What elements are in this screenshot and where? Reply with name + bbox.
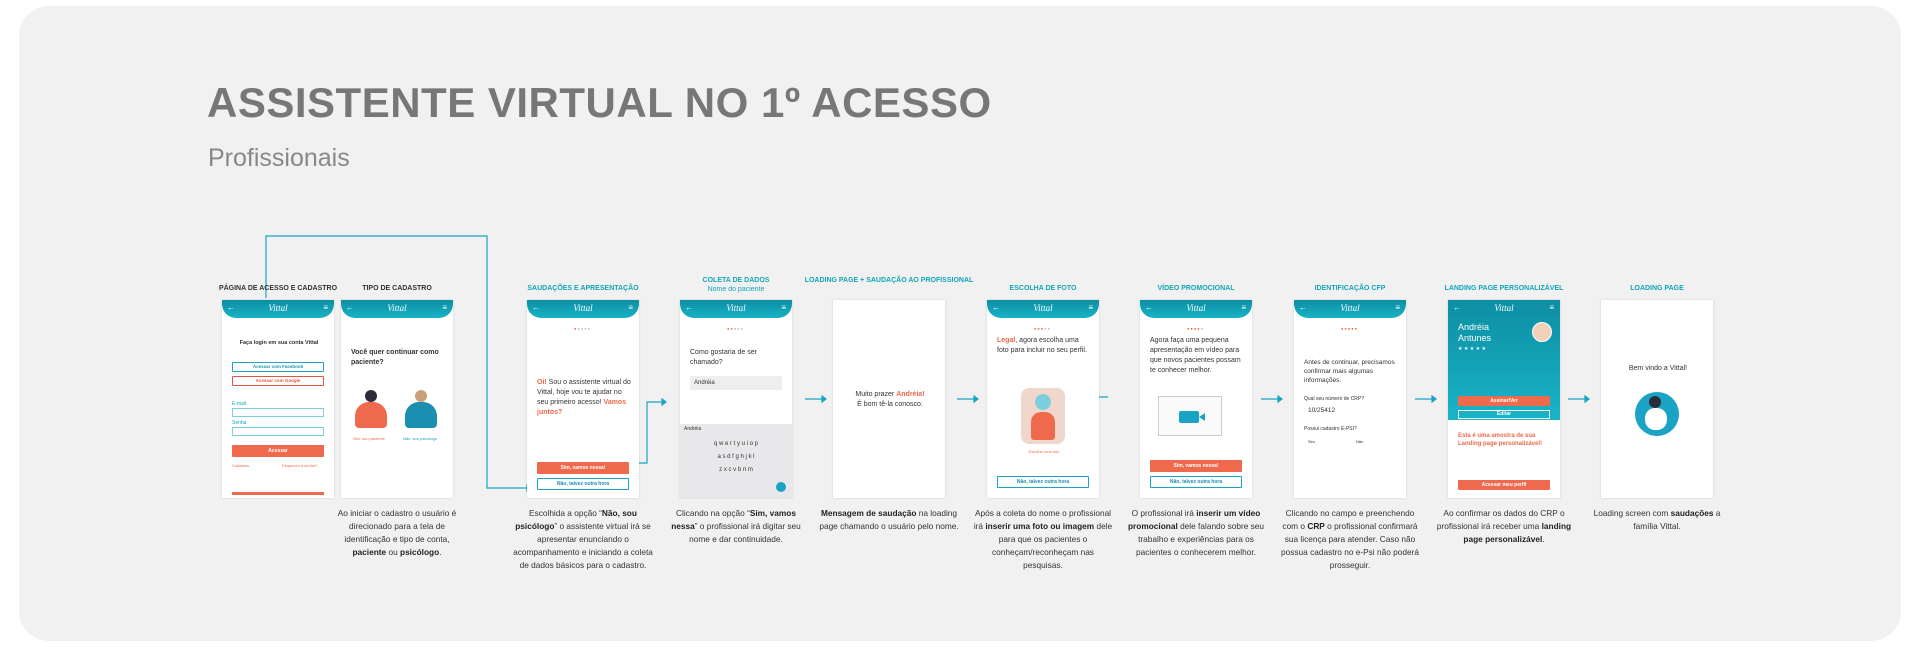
password-label: Senha [232,420,247,426]
menu-icon[interactable]: ≡ [1241,303,1246,312]
brand-logo: Vittal [573,303,593,313]
yes-button[interactable]: Sim, vamos nessa! [537,462,629,474]
brand-logo: Vittal [1186,303,1206,313]
step-title: LOADING PAGE + SAUDAÇÃO AO PROFISSIONAL [804,277,974,284]
menu-icon[interactable]: ≡ [781,303,786,312]
phone-screen [680,300,792,498]
name-input[interactable]: Andréia [690,376,782,390]
menu-icon[interactable]: ≡ [1088,303,1093,312]
signup-link[interactable]: Cadastrar [232,463,250,468]
phone-screen [1294,300,1406,498]
patient-illustration[interactable] [351,390,393,430]
no-button[interactable]: Não, talvez outra hora [537,478,629,490]
progress-dots: ●●●●● [1187,326,1205,331]
promo-text: Esta é uma amostra de sua Landing page personalizável! [1458,433,1543,447]
menu-icon[interactable]: ≡ [1395,303,1400,312]
back-icon[interactable]: ← [1145,303,1153,312]
welcome-text: Muito prazer Andréia! É bom tê-la conosco. [855,391,925,408]
yes-button[interactable]: Sim, vamos nessa! [1150,460,1242,472]
video-illustration[interactable] [1158,396,1222,436]
brand-logo: Vittal [1340,303,1360,313]
back-icon[interactable]: ← [1453,303,1461,312]
patient-option[interactable]: Sim, sou paciente [353,436,385,441]
progress-dots: ●●●●● [574,326,592,331]
phone-screen [1448,300,1560,498]
app-header [987,300,1099,318]
step-description: Loading screen com saudações a família Vittal. [1593,508,1721,531]
brand-logo: Vittal [268,303,288,313]
phone-screen [1140,300,1252,498]
avatar [1532,322,1552,342]
crp-input[interactable]: 10/25412 [1304,404,1396,418]
app-header [1448,300,1560,318]
email-label: E-mail [232,401,247,407]
phone-screen [222,300,334,498]
step-title: VÍDEO PROMOCIONAL [1157,285,1235,292]
photo-illustration[interactable] [1021,388,1065,444]
brand-logo: Vittal [726,303,746,313]
step-description: Escolhida a opção “Não, sou psicólogo” o assistente virtual irá se apresentar enunciando o acompanhamento e iniciando a coleta de dados básicos para o cadastro. [513,508,653,570]
keyboard-row[interactable]: a s d f g h j k l [717,454,755,460]
type-question: Você quer continuar como paciente? [351,349,439,366]
step-description: Após a coleta do nome o profissional irá inserir uma foto ou imagem dele para que os pacientes o conheçam/reconheçam nas pesquisas. [973,508,1113,570]
app-header [222,300,334,318]
profile-name: Andréia Antunes [1458,322,1492,343]
step-title: ESCOLHA DE FOTO [1009,285,1077,292]
keyboard[interactable] [680,424,792,498]
back-icon[interactable]: ← [227,303,235,312]
app-header [680,300,792,318]
name-question: Como gostaria de ser chamado? [690,349,757,366]
password-field[interactable] [232,427,324,436]
back-icon[interactable]: ← [992,303,1000,312]
back-icon[interactable]: ← [532,303,540,312]
menu-icon[interactable]: ≡ [1549,303,1554,312]
step-description: Ao iniciar o cadastro o usuário é direcionado para a tela de identificação e tipo de conta, paciente ou psicólogo. [337,508,457,557]
step-description: Ao confirmar os dados do CRP o profissional irá receber uma landing page personalizável. [1436,508,1572,544]
brand-logo: Vittal [387,303,407,313]
forgot-link[interactable]: Esqueceu a senha? [282,463,318,468]
step-description: Clicando no campo e preenchendo com o CRP o profissional confirmará sua licença para atender. Caso não possua cadastro no e-Psi não poderá prosseguir. [1281,508,1419,570]
photo-caption: Escolha uma foto [1028,449,1060,454]
keyboard-suggestion[interactable]: Andréia [684,426,702,432]
brand-logo: Vittal [1494,303,1514,313]
phone-screen [527,300,639,498]
back-icon[interactable]: ← [346,303,354,312]
step-title: IDENTIFICAÇÃO CFP [1314,285,1386,292]
photo-text: Legal, agora escolha uma foto para incluir no seu perfil. [997,337,1087,354]
menu-icon[interactable]: ≡ [628,303,633,312]
step-description: O profissional irá inserir um vídeo promocional dele falando sobre seu trabalho e experiências para os pacientes o conhecerem melhor. [1127,508,1265,557]
step-title: LOADING PAGE [1630,285,1684,292]
progress-dots: ●●●●● [1034,326,1052,331]
crp-text: Antes de continuar, precisamos confirmar mais algumas informações. [1304,359,1395,384]
page-title: ASSISTENTE VIRTUAL NO 1º ACESSO [207,79,992,126]
edit-button[interactable]: Editar [1458,410,1550,419]
step-title: LANDING PAGE PERSONALIZÁVEL [1444,285,1564,292]
menu-icon[interactable]: ≡ [323,303,328,312]
login-title: Faça login em sua conta Vittal [239,340,319,346]
step-title: SAUDAÇÕES E APRESENTAÇÃO [527,285,639,292]
keyboard-row[interactable]: z x c v b n m [719,467,753,473]
psychologist-illustration[interactable] [401,390,443,430]
phone-screen [833,300,945,498]
greeting-text: Oi! Sou o assistente virtual do Vittal, hoje vou te ajudar no seu primeiro acesso! Vamos juntos? [537,379,631,416]
step-title: COLETA DE DADOS Nome do paciente [702,277,770,293]
rating-stars: ★ ★ ★ ★ ★ [1458,346,1486,352]
brand-logo: Vittal [1033,303,1053,313]
keyboard-row[interactable]: q w e r t y u i o p [713,441,759,447]
subscribe-button[interactable]: Assinar/Ver [1458,396,1550,406]
google-button[interactable]: Acessar com Google [232,376,324,386]
progress-dots: ●●●●● [1341,326,1359,331]
facebook-button[interactable]: Acessar com Facebook [232,362,324,372]
psychologist-option[interactable]: Não, sou psicólogo [403,436,438,441]
skip-button[interactable]: Não, talvez outra hora [997,476,1089,488]
welcome-text: Bem vindo a Vittal! [1628,365,1688,372]
epsi-label: Possui cadastro E-PSI? [1304,426,1357,432]
app-header [1140,300,1252,318]
phone-screen [987,300,1099,498]
back-icon[interactable]: ← [685,303,693,312]
crp-label: Qual seu número de CRP? [1304,396,1365,402]
step-title: TIPO DE CADASTRO [362,285,432,292]
progress-dots: ●●●●● [727,326,745,331]
menu-icon[interactable]: ≡ [442,303,447,312]
app-header [527,300,639,318]
welcome-illustration [1635,392,1679,436]
phone-screen [1601,300,1713,498]
page-subtitle: Profissionais [208,144,350,172]
step-description: Mensagem de saudação na loading page chamando o usuário pelo nome. [819,508,959,531]
bottom-bar [232,492,324,495]
step-description: Clicando na opção “Sim, vamos nessa” o profissional irá digitar seu nome e dar continuidade. [671,508,801,544]
profile-button[interactable]: Acessar meu perfil [1458,480,1550,490]
epsi-no[interactable]: Não [1356,439,1364,444]
step-title: PÁGINA DE ACESSO E CADASTRO [218,285,338,292]
video-text: Agora faça uma pequena apresentação em vídeo para que novos pacientes possam te conhecer melhor. [1150,337,1241,374]
app-header [341,300,453,318]
back-icon[interactable]: ← [1299,303,1307,312]
no-button[interactable]: Não, talvez outra hora [1150,476,1242,488]
send-icon[interactable] [776,482,786,492]
email-field[interactable] [232,408,324,417]
epsi-yes[interactable]: Sim [1308,439,1315,444]
app-header [1294,300,1406,318]
login-button[interactable]: Acessar [232,445,324,457]
phone-screen [341,300,453,498]
